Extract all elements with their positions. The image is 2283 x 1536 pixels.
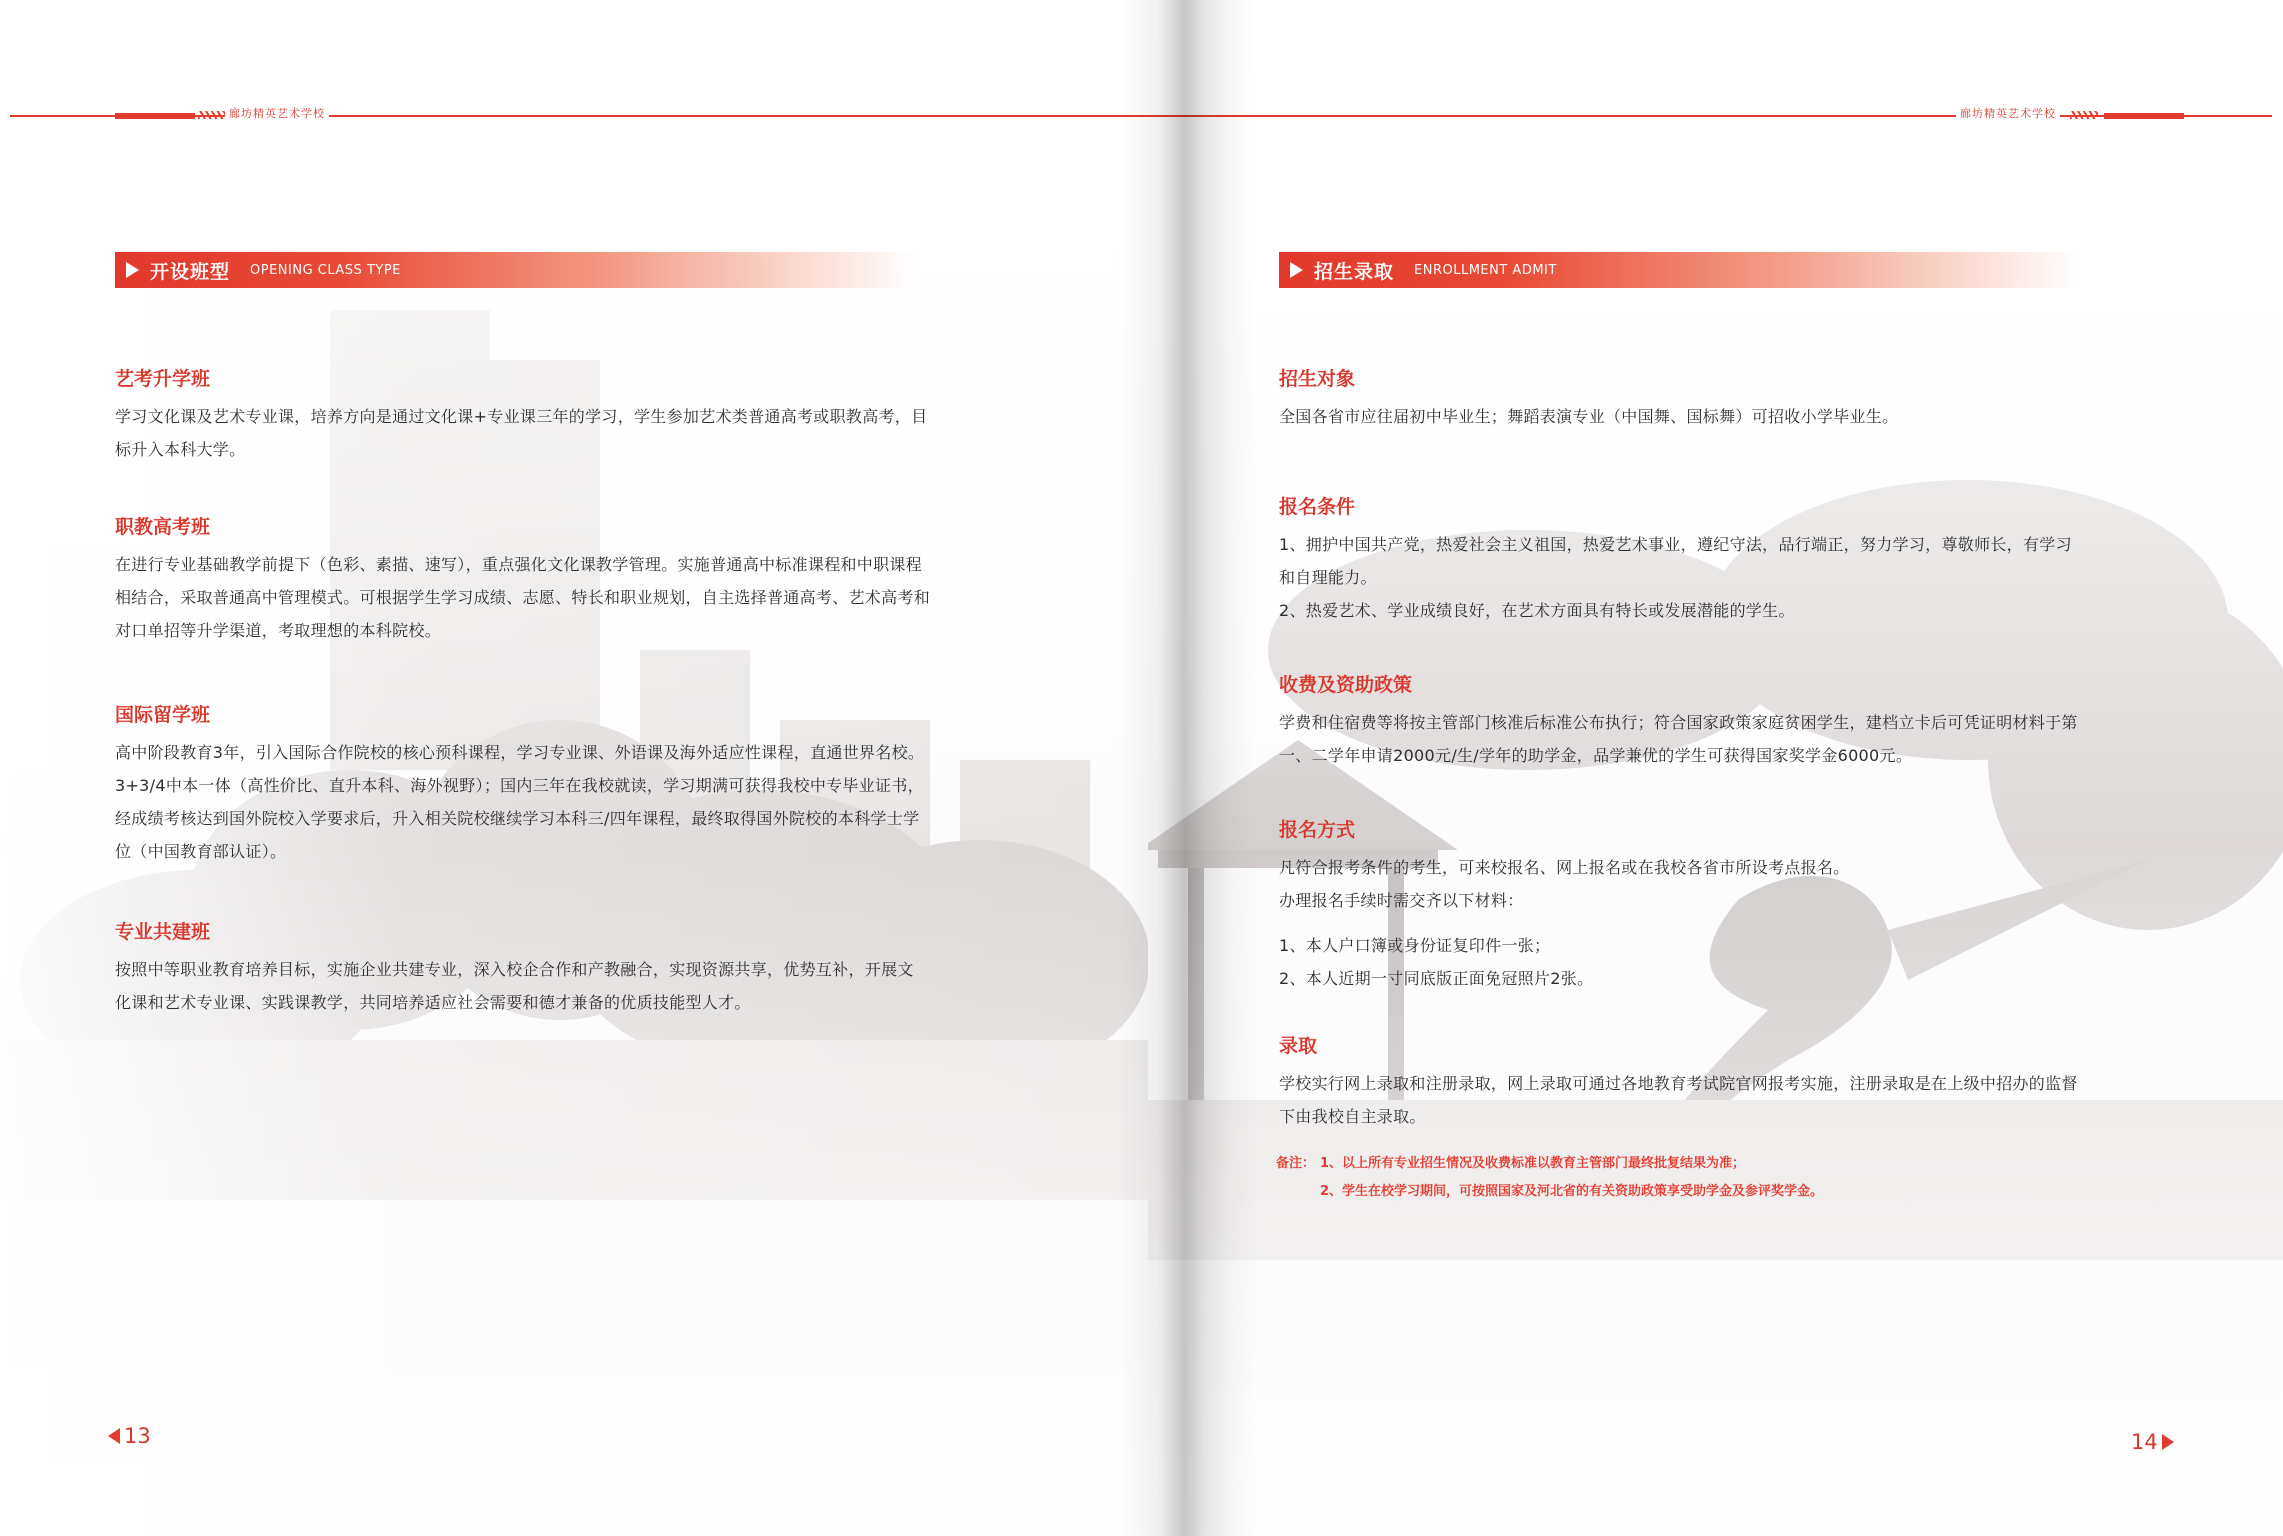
item-line: 经成绩考核达到国外院校入学要求后，升入相关院校继续学习本科三/四年课程，最终取得国外院校的本科学士学 bbox=[115, 809, 920, 828]
item-line: 2、本人近期一寸同底版正面免冠照片2张。 bbox=[1279, 969, 1594, 988]
item-line: 相结合，采取普通高中管理模式。可根据学生学习成绩、志愿、特长和职业规划，自主选择普通高考、艺术高考和 bbox=[115, 588, 931, 607]
item-heading: 收费及资助政策 bbox=[1279, 674, 1413, 696]
item-line: 高中阶段教育3年，引入国际合作院校的核心预科课程，学习专业课、外语课及海外适应性课程，直通世界名校。 bbox=[115, 743, 925, 762]
header-school-name-right: 廊坊精英艺术学校 bbox=[1956, 105, 2060, 121]
item-line: 一、二学年申请2000元/生/学年的助学金，品学兼优的学生可获得国家奖学金6000元。 bbox=[1279, 746, 1913, 765]
section-title: 开设班型 bbox=[150, 260, 231, 283]
section-subtitle: OPENING CLASS TYPE bbox=[250, 262, 401, 278]
book-spine-shadow bbox=[1118, 0, 1258, 1536]
class-type-item bbox=[115, 512, 1115, 647]
item-line: 2、热爱艺术、学业成绩良好，在艺术方面具有特长或发展潜能的学生。 bbox=[1279, 601, 1795, 620]
enrollment-item bbox=[1279, 815, 2239, 995]
item-heading: 招生对象 bbox=[1279, 368, 1356, 390]
item-heading: 职教高考班 bbox=[115, 516, 211, 538]
right-page bbox=[1148, 0, 2283, 1536]
item-line: 1、本人户口簿或身份证复印件一张； bbox=[1279, 936, 1551, 955]
item-line: 1、拥护中国共产党，热爱社会主义祖国，热爱艺术事业，遵纪守法，品行端正，努力学习，尊敬师长，有学习 bbox=[1279, 535, 2072, 554]
item-line: 学习文化课及艺术专业课，培养方向是通过文化课+专业课三年的学习，学生参加艺术类普通高考或职教高考，目 bbox=[115, 407, 928, 426]
item-line: 按照中等职业教育培养目标，实施企业共建专业，深入校企合作和产教融合，实现资源共享，优势互补，开展文 bbox=[115, 960, 914, 979]
item-heading: 艺考升学班 bbox=[115, 368, 211, 390]
remarks-text: 2、学生在校学习期间，可按照国家及河北省的有关资助政策享受助学金及参评奖学金。 bbox=[1320, 1184, 1824, 1199]
item-heading: 国际留学班 bbox=[115, 704, 211, 726]
section-heading-enrollment-admit bbox=[1279, 252, 2079, 288]
class-type-item bbox=[115, 700, 1115, 868]
header-accent-left bbox=[115, 113, 195, 119]
header-hatch-right bbox=[2070, 111, 2098, 119]
page-number-text: 14 bbox=[2131, 1430, 2158, 1454]
section-subtitle: ENROLLMENT ADMIT bbox=[1414, 262, 1557, 278]
class-type-item bbox=[115, 917, 1115, 1019]
item-heading: 专业共建班 bbox=[115, 921, 211, 943]
item-line: 学校实行网上录取和注册录取，网上录取可通过各地教育考试院官网报考实施，注册录取是在上级中招办的监督 bbox=[1279, 1074, 2078, 1093]
page-number-text: 13 bbox=[124, 1424, 151, 1448]
remarks-text: 1、以上所有专业招生情况及收费标准以教育主管部门最终批复结果为准； bbox=[1320, 1156, 1746, 1171]
item-heading: 录取 bbox=[1279, 1035, 1318, 1057]
item-line: 对口单招等升学渠道，考取理想的本科院校。 bbox=[115, 621, 442, 640]
item-line: 下由我校自主录取。 bbox=[1279, 1107, 1426, 1126]
remarks-line bbox=[1276, 1150, 1823, 1178]
class-type-item bbox=[115, 364, 1115, 466]
item-line: 化课和艺术专业课、实践课教学，共同培养适应社会需要和德才兼备的优质技能型人才。 bbox=[115, 993, 751, 1012]
remarks-line bbox=[1276, 1178, 1823, 1206]
item-line: 3+3/4中本一体（高性价比、直升本科、海外视野）；国内三年在我校就读，学习期满可获得我校中专毕业证书， bbox=[115, 776, 924, 795]
section-title: 招生录取 bbox=[1314, 260, 1395, 283]
arrow-right-icon bbox=[2162, 1434, 2174, 1450]
page-number-left bbox=[108, 1424, 151, 1448]
section-heading-opening-class-type bbox=[115, 252, 915, 288]
remarks-note bbox=[1276, 1150, 1823, 1206]
arrow-left-icon bbox=[108, 1428, 120, 1444]
item-line: 学费和住宿费等将按主管部门核准后标准公布执行；符合国家政策家庭贫困学生，建档立卡后可凭证明材料于第 bbox=[1279, 713, 2078, 732]
enrollment-item bbox=[1279, 492, 2239, 627]
remarks-label: 备注： bbox=[1276, 1156, 1316, 1171]
item-line: 标升入本科大学。 bbox=[115, 440, 246, 459]
item-heading: 报名条件 bbox=[1279, 496, 1356, 518]
page-number-right bbox=[2131, 1430, 2174, 1454]
header-hatch-left bbox=[198, 111, 226, 119]
header-accent-right bbox=[2104, 113, 2184, 119]
item-line: 在进行专业基础教学前提下（色彩、素描、速写），重点强化文化课教学管理。实施普通高中标准课程和中职课程 bbox=[115, 555, 923, 574]
play-triangle-icon bbox=[1290, 262, 1303, 278]
enrollment-item bbox=[1279, 364, 2239, 433]
item-line: 凡符合报考条件的考生，可来校报名、网上报名或在我校各省市所设考点报名。 bbox=[1279, 858, 1850, 877]
item-line: 位（中国教育部认证）。 bbox=[115, 842, 287, 861]
play-triangle-icon bbox=[126, 262, 139, 278]
item-heading: 报名方式 bbox=[1279, 819, 1356, 841]
enrollment-item bbox=[1279, 670, 2239, 772]
item-line: 和自理能力。 bbox=[1279, 568, 1377, 587]
item-line: 全国各省市应往届初中毕业生；舞蹈表演专业（中国舞、国标舞）可招收小学毕业生。 bbox=[1279, 407, 1899, 426]
enrollment-item bbox=[1279, 1031, 2239, 1133]
item-line: 办理报名手续时需交齐以下材料： bbox=[1279, 891, 1524, 910]
header-school-name-left: 廊坊精英艺术学校 bbox=[225, 105, 329, 121]
